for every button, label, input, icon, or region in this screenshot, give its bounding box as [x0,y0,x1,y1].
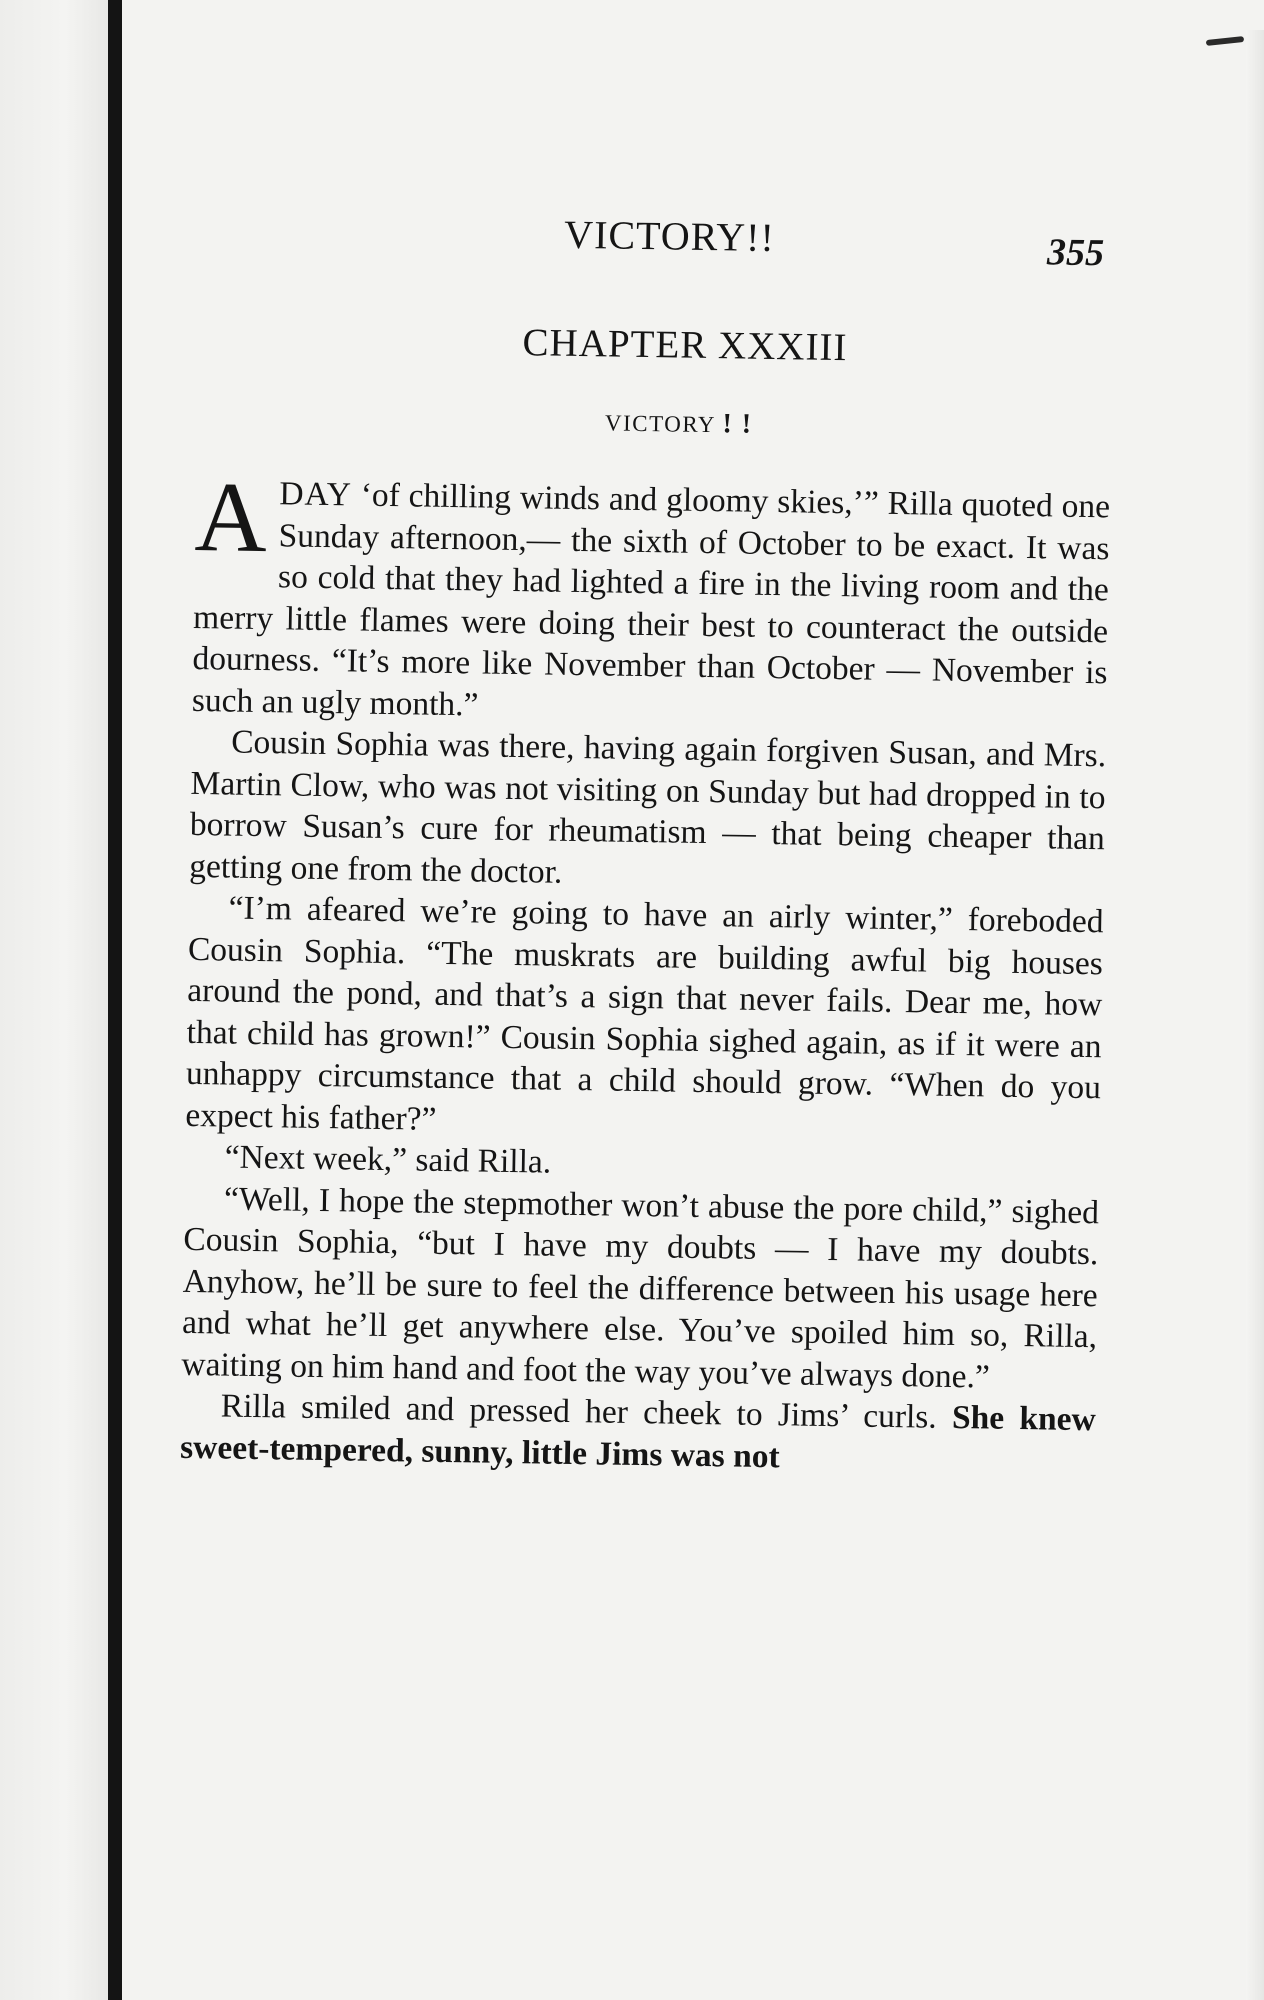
paragraph-6 [180,1385,1096,1482]
page-text-block [180,185,1115,1482]
paragraph-lead: DAY [279,475,353,514]
paragraph-text: Rilla smiled and pressed her cheek to Jims’ curls. [220,1387,938,1436]
running-head [199,185,1115,289]
drop-cap: A [193,460,268,574]
scan-mark [1206,36,1244,46]
paragraph-3: “I’m afeared we’re going to have an airly winter,” foreboded Cousin Sophia. “The muskrats are building awful big houses around the pond, and that’s a sign that never fails. Dear me, how that child has grown!” Cousin Sophia sighed again, as if it were an unhappy circumstance that a child should grow. “When do you expect his father?” [185,889,1104,1138]
page-number: 355 [1046,231,1105,275]
chapter-subtitle [246,401,1111,447]
book-spine-shadow [108,0,122,2000]
running-head-title: VICTORY!! [563,211,776,261]
paragraph-2: Cousin Sophia was there, having again forgiven Susan, and Mrs. Martin Clow, who was not visiting on Sunday but had dropped in to borrow Susan’s cure for rheumatism — that being cheaper than getting one from the doctor. [189,723,1107,891]
facing-page-margin [0,0,108,2000]
paragraph-text: ‘of chilling winds and gloomy skies,’” Rilla quoted one Sunday afternoon,— the sixth of October to be exact. It was so cold that they had lighted a fire in the living room and the merry little flames were doing their best to counteract the outside dourness. “It’s more like November than October — November is such an ugly month.” [191,476,1111,723]
page-edge [1246,30,1264,2000]
chapter-heading: CHAPTER XXXIII [522,321,848,370]
chapter-subtitle-marks: ! ! [722,408,753,440]
paragraph-4: “Next week,” said Rilla. [224,1138,552,1181]
paragraph-1 [191,460,1111,735]
paragraph-5: “Well, I hope the stepmother won’t abuse the pore child,” sighed Cousin Sophia, “but I have my doubts — I have my doubts. Anyhow, he’ll be sure to feel the difference between his usage here and what he’ll get anywhere else. You’ve spoiled him so, Rilla, waiting on him hand and foot the way you’ve always done.” [181,1180,1100,1396]
body-text [179,460,1111,1482]
chapter-subtitle-text: VICTORY [604,410,716,438]
paragraph-continuation: She knew sweet-tempered, sunny, little Jims was not [179,1398,1097,1475]
